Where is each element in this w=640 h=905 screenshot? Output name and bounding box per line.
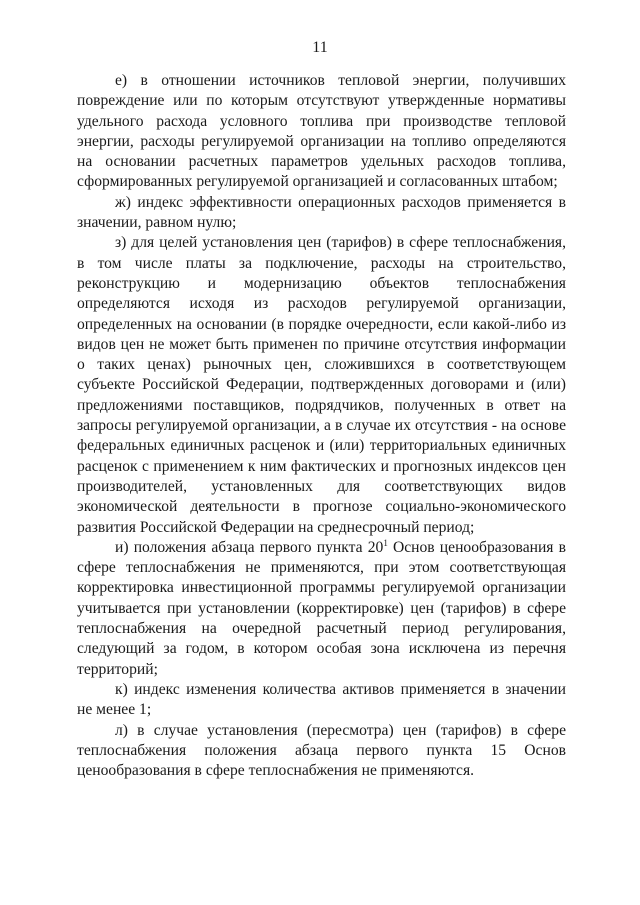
paragraph-i-superscript: 1 [383, 537, 388, 548]
paragraph-i [77, 538, 566, 680]
document-body [77, 71, 566, 781]
page-number: 11 [312, 39, 328, 56]
paragraph-l: л) в случае установления (пересмотра) цен (тарифов) в сфере теплоснабжения положения абзаца первого пункта 15 Основ ценообразования в сфере теплоснабжения не применяются. [77, 721, 566, 780]
paragraph-z: з) для целей установления цен (тарифов) в сфере теплоснабжения, в том числе платы за подключение, расходы на строительство, реконструкцию и модернизацию объектов теплоснабжения определяются исходя из расходов регулируемой организации, определенных на основании (в порядке очередности, если какой-либо из видов цен не может быть применен по причине отсутствия информации о таких ценах) рыночных цен, сложившихся в соответствующем субъекте Российской Федерации, подтвержденных договорами и (или) предложениями поставщиков, подрядчиков, полученных в ответ на запросы регулируемой организации, а в случае их отсутствия - на основе федеральных единичных расценок и (или) территориальных единичных расценок с применением к ним фактических и прогнозных индексов цен производителей, установленных для соответствующих видов экономической деятельности в прогнозе социально-экономического развития Российской Федерации на среднесрочный период; [77, 234, 566, 536]
paragraph-k: к) индекс изменения количества активов применяется в значении не менее 1; [77, 680, 566, 719]
paragraph-i-text-after: Основ ценообразования в сфере теплоснабжения не применяются, при этом соответствующая корректировка инвестиционной программы регулируемой организации учитывается при установлении (корректировке) цен (тарифов) в сфере теплоснабжения на очередной расчетный период регулирования, следующий за годом, в котором особая зона исключена из перечня территорий; [77, 538, 566, 678]
paragraph-e: е) в отношении источников тепловой энергии, получивших повреждение или по которым отсутствуют утвержденные нормативы удельного расхода условного топлива при производстве тепловой энергии, расходы регулируемой организации на топливо определяются на основании расчетных параметров удельных расходов топлива, сформированных регулируемой организацией и согласованных штабом; [77, 72, 566, 191]
paragraph-i-text-before: и) положения абзаца первого пункта 20 [115, 538, 384, 556]
paragraph-zh: ж) индекс эффективности операционных расходов применяется в значении, равном нулю; [77, 193, 566, 232]
